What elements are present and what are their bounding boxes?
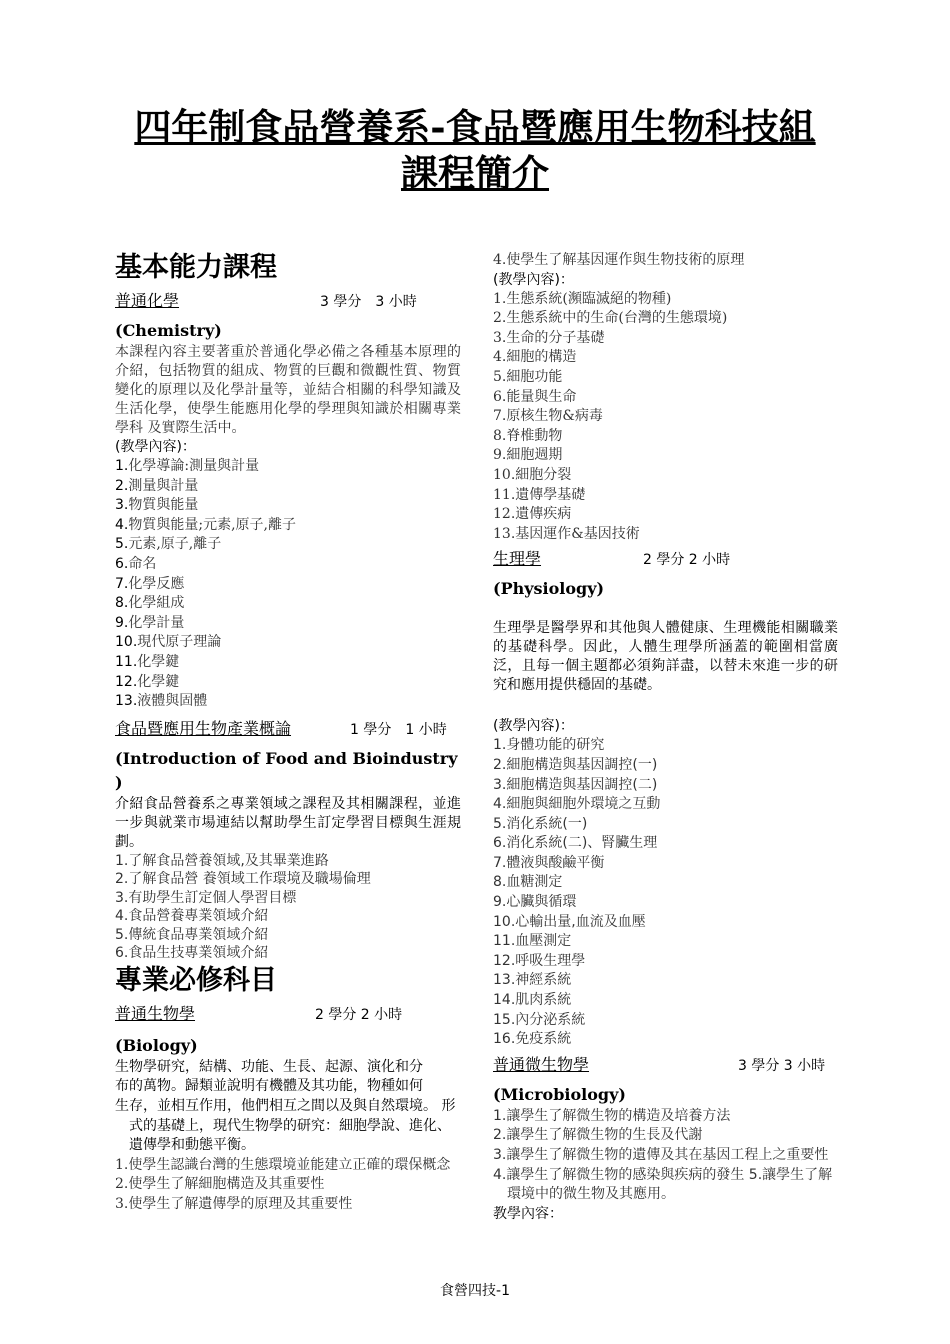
list-item: 2.使學生了解細胞構造及其重要性	[115, 1176, 325, 1193]
course-name-physiology: 生理學	[493, 549, 542, 569]
page-footer: 食營四技-1	[440, 1283, 510, 1299]
course-name-chemistry: 普通化學	[115, 291, 180, 310]
list-item: 10.現代原子理論	[115, 634, 222, 651]
list-item: 4.使學生了解基因運作與生物技術的原理	[493, 252, 745, 268]
list-item: 4.物質與能量;元素,原子,離子	[115, 516, 296, 533]
description-line: 生物學研究，結構、功能、生長、起源、演化和分	[115, 1058, 423, 1075]
title-line-2: 課程簡介	[401, 151, 549, 195]
list-item: 8.脊椎動物	[493, 427, 563, 444]
list-item: 3.使學生了解遺傳學的原理及其重要性	[115, 1195, 353, 1212]
list-item: 2.了解食品營 養領域工作環境及職場倫理	[115, 871, 371, 888]
course-name-intro: 食品暨應用生物產業概論	[115, 718, 292, 738]
list-item: 11.血壓測定	[493, 933, 572, 950]
microbiology-goals	[493, 1107, 838, 1205]
physiology-topic-list	[493, 736, 838, 1050]
list-item: 6.能量與生命	[493, 388, 577, 405]
course-header-intro	[115, 718, 461, 741]
course-header-microbiology	[493, 1054, 838, 1077]
list-item: 12.化學鍵	[115, 673, 180, 690]
chemistry-topic-list	[115, 457, 461, 712]
list-item: 4.細胞的構造	[493, 349, 577, 366]
list-item: 12.呼吸生理學	[493, 952, 586, 969]
teaching-content-label: 教學內容：	[493, 1205, 563, 1222]
list-item: 14.肌肉系統	[493, 992, 572, 1009]
list-item: 4.讓學生了解微生物的感染與疾病的發生 5.讓學生了解環境中的微生物及其應用。	[493, 1166, 833, 1203]
list-item: 9.細胞週期	[493, 447, 563, 464]
description-line: 布的萬物。歸類並說明有機體及其功能，物種如何	[115, 1078, 423, 1095]
list-item: 11.化學鍵	[115, 653, 180, 670]
list-item: 1.身體功能的研究	[493, 737, 605, 754]
teaching-content-label: (教學內容)：	[493, 271, 574, 288]
description-line: 生存，並相互作用，他們相互之間以及與自然環境。 形式的基礎上，現代生物學的研究：細胞學說、進化、遺傳學和動態平衡。	[115, 1097, 456, 1154]
intro-topic-list	[115, 852, 461, 963]
list-item: 13.基因運作&基因技術	[493, 525, 640, 542]
list-item: 1.生態系統(瀕臨滅絕的物種)	[493, 290, 672, 307]
page-title	[0, 104, 950, 196]
list-item: 9.心臟與循環	[493, 894, 577, 911]
list-item: 1.了解食品營養領域,及其畢業進路	[115, 852, 329, 869]
biology-topic-list	[493, 290, 838, 545]
list-item: 15.內分泌系統	[493, 1011, 586, 1028]
teaching-content-label: (教學內容)：	[115, 439, 196, 455]
list-item: 1.使學生認識台灣的生態環境並能建立正確的環保概念	[115, 1156, 451, 1173]
list-item: 2.細胞構造與基因調控(一)	[493, 756, 658, 773]
right-column	[493, 251, 838, 1224]
list-item: 3.物質與能量	[115, 497, 199, 514]
list-item: 12.遺傳疾病	[493, 506, 572, 523]
title-line-1: 四年制食品營養系-食品暨應用生物科技組	[134, 105, 816, 149]
list-item: 2.讓學生了解微生物的生長及代謝	[493, 1127, 703, 1144]
course-credits-microbiology: 3 學分 3 小時	[738, 1057, 826, 1074]
course-english-physiology: (Physiology)	[493, 579, 605, 599]
list-item: 6.命名	[115, 555, 157, 572]
list-item: 3.有助學生訂定個人學習目標	[115, 889, 297, 906]
course-english-microbiology: (Microbiology)	[493, 1084, 626, 1104]
list-item: 6.食品生技專業領域介紹	[115, 945, 269, 962]
biology-goals	[115, 1156, 461, 1215]
course-english-biology: (Biology)	[115, 1035, 198, 1055]
list-item: 7.化學反應	[115, 575, 185, 592]
list-item: 13.神經系統	[493, 972, 572, 989]
course-credits-physiology: 2 學分 2 小時	[643, 552, 731, 569]
list-item: 10.心輸出量,血流及血壓	[493, 913, 646, 930]
list-item: 7.原核生物&病毒	[493, 408, 603, 425]
list-item: 7.體液與酸鹼平衡	[493, 854, 605, 871]
course-header-biology	[115, 1003, 461, 1026]
course-english-chemistry: (Chemistry)	[115, 321, 222, 340]
biology-goals-continued	[493, 251, 838, 271]
course-description-physiology: 生理學是醫學界和其他與人體健康、生理機能相關職業的基礎科學。因此，人體生理學所涵蓋的範圍相當廣泛，且每一個主題都必須夠詳盡，以替未來進一步的研究和應用提供穩固的基礎。	[493, 620, 838, 694]
course-english-intro: (Introduction of Food and Bioindustry )	[115, 748, 458, 792]
list-item: 6.消化系統(二)、腎臟生理	[493, 835, 658, 852]
biology-description	[115, 1058, 461, 1156]
list-item: 5.消化系統(一)	[493, 815, 588, 832]
list-item: 13.液體與固體	[115, 693, 208, 710]
section-heading-basic: 基本能力課程	[115, 252, 277, 283]
list-item: 1.讓學生了解微生物的構造及培養方法	[493, 1107, 731, 1124]
list-item: 8.化學組成	[115, 595, 185, 612]
course-description-intro: 介紹食品營養系之專業領域之課程及其相關課程，並進一步與就業市場連結以幫助學生訂定學習目標與生涯規劃。	[115, 795, 461, 850]
list-item: 1.化學導論:測量與計量	[115, 458, 260, 474]
list-item: 4.食品營養專業領域介紹	[115, 908, 269, 925]
list-item: 2.測量與計量	[115, 477, 199, 494]
list-item: 5.元素,原子,離子	[115, 536, 222, 553]
list-item: 8.血糖測定	[493, 874, 563, 891]
list-item: 3.生命的分子基礎	[493, 329, 605, 346]
list-item: 5.傳統食品專業領域介紹	[115, 926, 269, 943]
course-header-chemistry	[115, 290, 461, 313]
course-name-biology: 普通生物學	[115, 1003, 196, 1023]
left-column	[115, 248, 461, 1214]
course-credits-biology: 2 學分 2 小時	[315, 1006, 403, 1023]
list-item: 2.生態系統中的生命(台灣的生態環境)	[493, 310, 728, 327]
list-item: 5.細胞功能	[493, 368, 563, 385]
course-header-physiology	[493, 548, 838, 571]
list-item: 4.細胞與細胞外環境之互動	[493, 796, 661, 813]
list-item: 16.免疫系統	[493, 1031, 572, 1048]
list-item: 9.化學計量	[115, 614, 185, 631]
list-item: 3.讓學生了解微生物的遺傳及其在基因工程上之重要性	[493, 1147, 829, 1163]
section-heading-required: 專業必修科目	[115, 964, 277, 996]
list-item: 10.細胞分裂	[493, 466, 572, 483]
course-description-chemistry: 本課程內容主要著重於普通化學必備之各種基本原理的介紹，包括物質的組成、物質的巨觀和微觀性質、物質 變化的原理以及化學計量等，並結合相關的科學知識及生活化學，使學生能應用化學的學理與知識於相關專業學科 及實際生活中。	[115, 344, 461, 436]
course-credits-intro: 1 學分 1 小時	[350, 721, 447, 738]
course-name-microbiology: 普通微生物學	[493, 1054, 590, 1074]
course-credits-chemistry: 3 學分 3 小時	[320, 294, 417, 310]
teaching-content-label: (教學內容)：	[493, 718, 574, 735]
list-item: 11.遺傳學基礎	[493, 486, 586, 503]
list-item: 3.細胞構造與基因調控(二)	[493, 776, 658, 793]
